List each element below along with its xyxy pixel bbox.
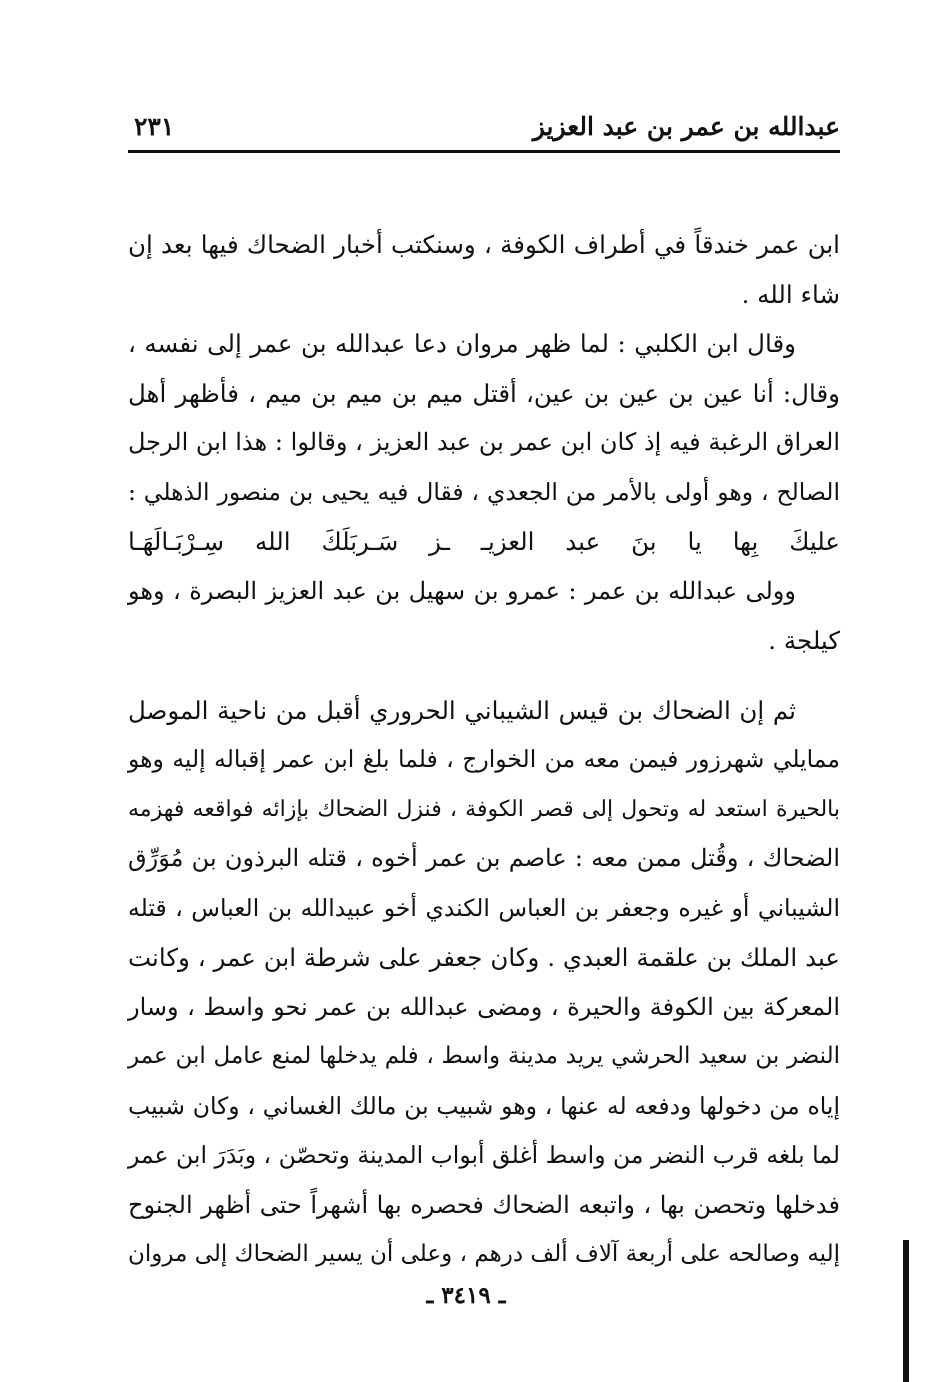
text-line: بالحيرة استعد له وتحول إلى قصر الكوفة ، فنزل الضحاك بإزائه فواقعه فهزمه — [128, 796, 840, 822]
text-line: العراق الرغبة فيه إذ كان ابن عمر بن عبد العزيز ، وقالوا : هذا ابن الرجل — [128, 428, 840, 456]
body-text — [128, 220, 840, 1280]
poetry-verse: عليكَ بِها يا بنَ عبد العزيـ ـز سَـربَلَكَ الله سِـرْبَـالَهَـا — [128, 527, 840, 556]
text-line: الشيباني أو غيره وجعفر بن العباس الكندي أخو عبيدالله بن العباس ، قتله — [128, 893, 840, 922]
text-line: ممايلي شهرزور فيمن معه من الخوارج ، فلما بلغ ابن عمر إقباله إليه وهو — [128, 745, 840, 773]
text-line: النضر بن سعيد الحرشي يريد مدينة واسط ، فلم يدخلها لمنع عامل ابن عمر — [128, 1043, 840, 1069]
text-line: إياه من دخولها ودفعه له عنها ، وهو شبيب بن مالك الغساني ، وكان شبيب — [128, 1091, 840, 1120]
text-line: كيلجة . — [768, 626, 840, 655]
text-line: لما بلغه قرب النضر من واسط أغلق أبواب المدينة وتحصّن ، وبَدَرَ ابن عمر — [128, 1141, 840, 1169]
running-head — [128, 104, 840, 148]
text-line: وقال ابن الكلبي : لما ظهر مروان دعا عبدالله بن عمر إلى نفسه ، — [128, 329, 796, 358]
text-line: ثم إن الضحاك بن قيس الشيباني الحروري أقبل من ناحية الموصل — [128, 695, 796, 725]
margin-mark — [903, 1240, 909, 1382]
paragraph-gap — [128, 666, 840, 686]
running-title: عبدالله بن عمر بن عبد العزيز — [532, 112, 840, 141]
text-line: عبد الملك بن علقمة العبدي . وكان جعفر على شرطة ابن عمر ، وكانت — [128, 943, 840, 972]
text-line: شاء الله . — [741, 279, 840, 309]
text-line: الضحاك ، وقُتل ممن معه : عاصم بن عمر أخوه ، قتله البرذون بن مُوَرِّق — [128, 844, 840, 872]
page-number: ٢٣١ — [134, 112, 175, 141]
text-line: إليه وصالحه على أربعة آلاف ألف درهم ، وعلى أن يسير الضحاك إلى مروان — [128, 1241, 840, 1267]
text-line: الصالح ، وهو أولى بالأمر من الجعدي ، فقال فيه يحيى بن منصور الذهلي : — [128, 477, 840, 506]
text-line: فدخلها وتحصن بها ، واتبعه الضحاك فحصره بها أشهراً حتى أظهر الجنوح — [128, 1190, 840, 1219]
header-rule — [128, 150, 840, 153]
text-line: ابن عمر خندقاً في أطراف الكوفة ، وسنكتب أخبار الضحاك فيها بعد إن — [128, 230, 840, 259]
text-line: وولى عبدالله بن عمر : عمرو بن سهيل بن عبد العزيز البصرة ، وهو — [128, 576, 796, 605]
text-line: المعركة بين الكوفة والحيرة ، ومضى عبدالله بن عمر نحو واسط ، وسار — [128, 992, 840, 1021]
text-line: وقال: أنا عين بن عين بن عين، أقتل ميم بن ميم بن ميم ، فأظهر أهل — [128, 378, 840, 408]
volume-page-number: ـ ٣٤١٩ ـ — [426, 1282, 506, 1309]
